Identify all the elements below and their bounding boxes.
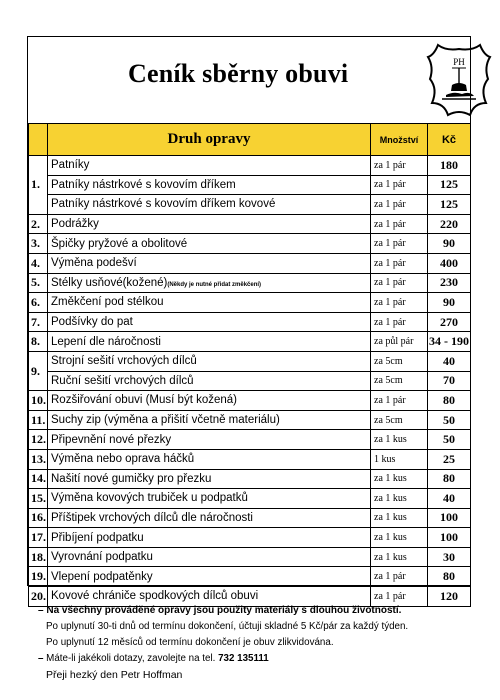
row-number: 14. bbox=[29, 469, 48, 489]
row-number: 1. bbox=[29, 156, 48, 215]
row-number: 10. bbox=[29, 391, 48, 411]
repair-quantity: za 1 kus bbox=[371, 469, 428, 489]
page-title: Ceník sběrny obuvi bbox=[128, 59, 349, 88]
repair-description-text: Podrážky bbox=[51, 218, 99, 231]
repair-description bbox=[48, 195, 371, 215]
repair-description-text: Našití nové gumičky pro přezku bbox=[51, 472, 212, 485]
repair-description bbox=[48, 430, 371, 450]
repair-price: 230 bbox=[428, 273, 471, 293]
repair-description bbox=[48, 547, 371, 567]
repair-description-text: Patníky nástrkové s kovovím dříkem kovové bbox=[51, 198, 276, 211]
repair-description-text: Vyrovnání podpatku bbox=[51, 551, 153, 564]
repair-price: 100 bbox=[428, 528, 471, 548]
repair-quantity: za 1 kus bbox=[371, 489, 428, 509]
repair-description bbox=[48, 234, 371, 254]
repair-quantity: za 1 pár bbox=[371, 312, 428, 332]
repair-description-text: Výměna nebo oprava háčků bbox=[51, 453, 195, 466]
repair-price: 90 bbox=[428, 234, 471, 254]
table-row bbox=[29, 253, 471, 273]
repair-description-text: Výměna podešví bbox=[51, 257, 137, 270]
repair-description bbox=[48, 449, 371, 469]
table-row bbox=[29, 469, 471, 489]
table-row bbox=[29, 332, 471, 352]
header-price: Kč bbox=[428, 124, 471, 156]
row-number: 4. bbox=[29, 253, 48, 273]
row-number: 5. bbox=[29, 273, 48, 293]
repair-description-text: Ruční sešití vrchových dílců bbox=[51, 374, 194, 387]
table-row bbox=[29, 567, 471, 587]
row-number: 12. bbox=[29, 430, 48, 450]
repair-price: 120 bbox=[428, 587, 471, 607]
repair-price: 125 bbox=[428, 195, 471, 215]
repair-quantity: za 1 pár bbox=[371, 253, 428, 273]
repair-description bbox=[48, 567, 371, 587]
header-quantity: Množství bbox=[371, 124, 428, 156]
table-row bbox=[29, 351, 471, 371]
repair-quantity: za 1 kus bbox=[371, 430, 428, 450]
repair-description-text: Kovové chrániče spodkových dílců obuvi bbox=[51, 590, 259, 603]
row-number: 19. bbox=[29, 567, 48, 587]
table-row bbox=[29, 195, 471, 215]
repair-description-text: Patníky bbox=[51, 159, 90, 172]
table-row bbox=[29, 156, 471, 176]
repair-price: 25 bbox=[428, 449, 471, 469]
repair-quantity: za 1 pár bbox=[371, 587, 428, 607]
logo-text: PH bbox=[453, 57, 465, 67]
repair-quantity: za 1 pár bbox=[371, 293, 428, 313]
repair-description-text: Vlepení podpatěnky bbox=[51, 570, 153, 583]
footer-notes bbox=[38, 603, 478, 683]
repair-description bbox=[48, 175, 371, 195]
repair-quantity: za 1 kus bbox=[371, 547, 428, 567]
repair-quantity: za 1 pár bbox=[371, 567, 428, 587]
repair-note: (Někdy je nutné přidat změkčení) bbox=[167, 281, 262, 288]
repair-price: 220 bbox=[428, 214, 471, 234]
leather-logo-icon bbox=[424, 41, 494, 119]
repair-quantity: za 1 pár bbox=[371, 156, 428, 176]
table-row bbox=[29, 312, 471, 332]
footer-storage-note: Po uplynutí 30-ti dnů od termínu dokončení, účtuji skladné 5 Kč/pár za každý týden. bbox=[46, 621, 409, 632]
repair-quantity: za půl pár bbox=[371, 332, 428, 352]
table-row bbox=[29, 371, 471, 391]
repair-price: 125 bbox=[428, 175, 471, 195]
repair-description bbox=[48, 528, 371, 548]
repair-description bbox=[48, 391, 371, 411]
repair-description bbox=[48, 351, 371, 371]
table-row bbox=[29, 214, 471, 234]
table-row bbox=[29, 547, 471, 567]
repair-price: 70 bbox=[428, 371, 471, 391]
repair-description bbox=[48, 273, 371, 293]
row-number: 17. bbox=[29, 528, 48, 548]
row-number: 20. bbox=[29, 587, 48, 607]
repair-quantity: za 1 pár bbox=[371, 195, 428, 215]
table-header-row bbox=[29, 124, 471, 156]
row-number: 13. bbox=[29, 449, 48, 469]
repair-description bbox=[48, 371, 371, 391]
repair-description bbox=[48, 253, 371, 273]
table-row bbox=[29, 234, 471, 254]
row-number: 11. bbox=[29, 410, 48, 430]
repair-description-text: Přibíjení podpatku bbox=[51, 531, 144, 544]
repair-description-text: Připevnění nové přezky bbox=[51, 433, 172, 446]
row-number: 2. bbox=[29, 214, 48, 234]
title-area bbox=[28, 37, 470, 123]
row-number: 16. bbox=[29, 508, 48, 528]
repair-price: 80 bbox=[428, 469, 471, 489]
repair-description bbox=[48, 312, 371, 332]
table-row bbox=[29, 175, 471, 195]
repair-description-text: Rozšiřování obuvi (Musí být kožená) bbox=[51, 394, 237, 407]
row-number: 7. bbox=[29, 312, 48, 332]
row-number: 8. bbox=[29, 332, 48, 352]
repair-quantity: za 5cm bbox=[371, 410, 428, 430]
row-number: 9. bbox=[29, 351, 48, 390]
table-row bbox=[29, 528, 471, 548]
repair-description bbox=[48, 489, 371, 509]
repair-description-text: Změkčení pod stélkou bbox=[51, 296, 164, 309]
table-row bbox=[29, 508, 471, 528]
repair-price: 80 bbox=[428, 391, 471, 411]
footer-disposal-note: Po uplynutí 12 měsíců od termínu dokončení je obuv zlikvidována. bbox=[46, 637, 334, 648]
repair-price: 90 bbox=[428, 293, 471, 313]
row-number: 15. bbox=[29, 489, 48, 509]
repair-description bbox=[48, 508, 371, 528]
repair-price: 270 bbox=[428, 312, 471, 332]
repair-price: 100 bbox=[428, 508, 471, 528]
row-number: 3. bbox=[29, 234, 48, 254]
table-row bbox=[29, 489, 471, 509]
header-repair-type: Druh opravy bbox=[48, 124, 371, 156]
repair-description-text: Stélky usňové(kožené) bbox=[51, 276, 168, 289]
repair-description-text: Strojní sešití vrchových dílců bbox=[51, 355, 197, 368]
repair-quantity: za 1 pár bbox=[371, 273, 428, 293]
repair-quantity: za 1 pár bbox=[371, 391, 428, 411]
repair-price: 400 bbox=[428, 253, 471, 273]
repair-description-text: Příštipek vrchových dílců dle náročnosti bbox=[51, 511, 253, 524]
repair-quantity: za 1 kus bbox=[371, 508, 428, 528]
repair-price: 80 bbox=[428, 567, 471, 587]
repair-price: 50 bbox=[428, 430, 471, 450]
header-number bbox=[29, 124, 48, 156]
table-row bbox=[29, 410, 471, 430]
repair-description bbox=[48, 293, 371, 313]
row-number: 18. bbox=[29, 547, 48, 567]
repair-quantity: za 1 pár bbox=[371, 175, 428, 195]
table-row bbox=[29, 391, 471, 411]
repair-description bbox=[48, 156, 371, 176]
repair-price: 30 bbox=[428, 547, 471, 567]
repair-description-text: Výměna kovových trubiček u podpatků bbox=[51, 492, 248, 505]
repair-description bbox=[48, 469, 371, 489]
repair-quantity: za 1 pár bbox=[371, 214, 428, 234]
repair-quantity: za 5cm bbox=[371, 351, 428, 371]
repair-description-text: Špičky pryžové a obolitové bbox=[51, 237, 188, 250]
repair-price: 40 bbox=[428, 351, 471, 371]
footer-materials-note: – Na všechny prováděné opravy jsou použity materiály s dlouhou životností. bbox=[38, 605, 402, 616]
table-row bbox=[29, 449, 471, 469]
repair-quantity: 1 kus bbox=[371, 449, 428, 469]
repair-description-text: Podšívky do pat bbox=[51, 316, 133, 329]
repair-quantity: za 1 pár bbox=[371, 234, 428, 254]
table-row bbox=[29, 273, 471, 293]
repair-description-text: Lepení dle náročnosti bbox=[51, 335, 161, 348]
repair-price: 40 bbox=[428, 489, 471, 509]
price-list-frame bbox=[27, 36, 471, 603]
repair-price: 34 - 190 bbox=[428, 332, 471, 352]
footer-greeting: Přeji hezký den Petr Hoffman bbox=[46, 669, 183, 681]
repair-price: 50 bbox=[428, 410, 471, 430]
table-row bbox=[29, 430, 471, 450]
repair-price: 180 bbox=[428, 156, 471, 176]
repair-description-text: Patníky nástrkové s kovovím dříkem bbox=[51, 178, 236, 191]
repair-description bbox=[48, 332, 371, 352]
repair-description bbox=[48, 214, 371, 234]
footer-contact-note: – Máte-li jakékoli dotazy, zavolejte na tel. 732 135111 bbox=[38, 653, 269, 664]
phone-number: 732 135111 bbox=[218, 653, 269, 664]
table-row bbox=[29, 293, 471, 313]
repair-quantity: za 5cm bbox=[371, 371, 428, 391]
repair-quantity: za 1 kus bbox=[371, 528, 428, 548]
repair-description bbox=[48, 410, 371, 430]
repair-description-text: Suchy zip (výměna a přišití včetně materiálu) bbox=[51, 414, 280, 427]
price-table bbox=[28, 123, 471, 607]
row-number: 6. bbox=[29, 293, 48, 313]
